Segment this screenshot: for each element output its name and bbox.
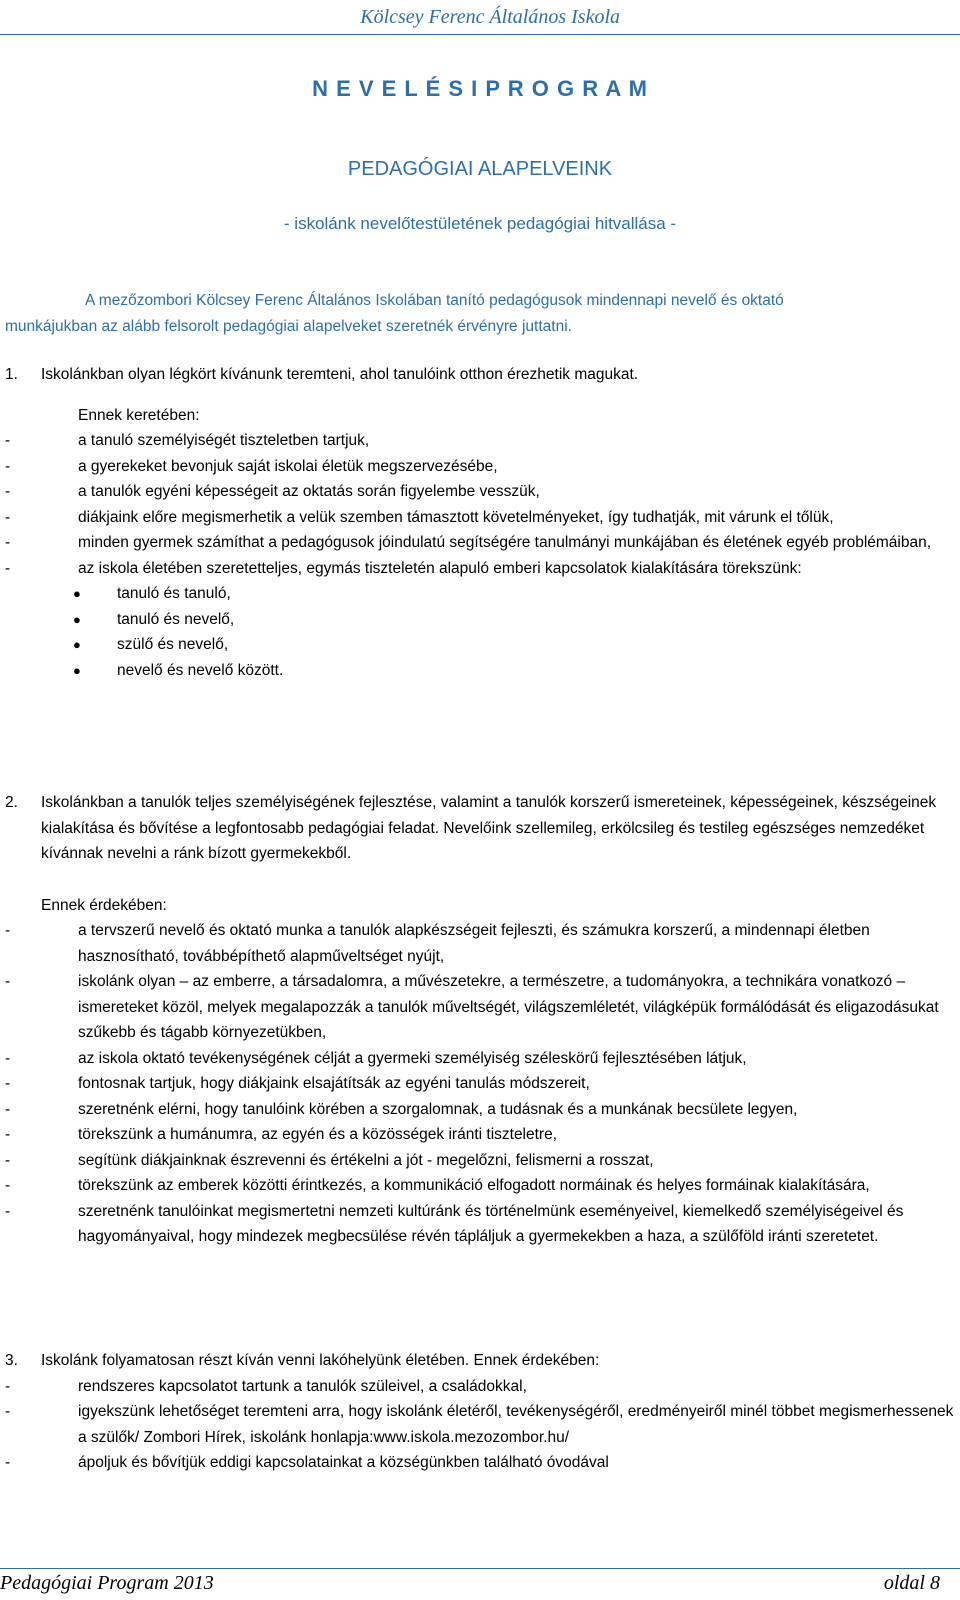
bullet-item: ● tanuló és tanuló,: [5, 581, 955, 607]
list-item: - szeretnénk elérni, hogy tanulóink körében a szorgalomnak, a tudásnak és a munkának becsülete legyen,: [5, 1100, 798, 1118]
document-subtitle: PEDAGÓGIAI ALAPELVEINK: [347, 158, 613, 180]
section-lead: Ennek érdekében:: [41, 896, 167, 914]
list-item: - ápoljuk és bővítjük eddigi kapcsolatainkat a községünkben található óvodával: [5, 1454, 609, 1471]
section-lead: Ennek keretében:: [78, 406, 200, 424]
footer-page-number: oldal 8: [883, 1572, 940, 1594]
bullet-icon: ●: [73, 586, 81, 601]
intro-paragraph: [5, 288, 950, 340]
bullet-icon: ●: [73, 611, 81, 627]
document-title: N E V E L É S I P R O G R A M: [312, 76, 648, 101]
bullet-icon: ●: [73, 662, 81, 678]
list-item: - rendszeres kapcsolatot tartunk a tanulók szüleivel, a családokkal,: [5, 1377, 527, 1395]
list-item: - minden gyermek számíthat a pedagógusok jóindulatú segítségére tanulmányi munkájában és életének egyéb problémáiban,: [5, 534, 932, 551]
footer-divider: [0, 1568, 960, 1569]
bullet-item: ● tanuló és nevelő,: [5, 607, 955, 633]
document-tagline: - iskolánk nevelőtestületének pedagógiai hitvallása -: [283, 214, 677, 233]
list-item: - az iskola életében szeretetteljes, egymás tiszteletén alapuló emberi kapcsolatok kialakítására törekszünk:: [5, 559, 802, 577]
section-2: [5, 790, 955, 1250]
section-1-heading: [5, 362, 955, 388]
section-number: 1.: [5, 366, 18, 383]
section-3: [5, 1348, 955, 1476]
section-3-heading: [5, 1348, 955, 1374]
section-text: Iskolánkban a tanulók teljes személyiségének fejlesztése, valamint a tanulók korszerű ismereteinek, képességeinek, készségeinek kialakítása és bővítése a legfontosabb pedagógiai feladat. Nevelőink szellemileg, erkölcsileg és testileg egészséges nemzedéket kívánnak nevelni a ránk bízott gyermekekből.: [41, 794, 937, 862]
section-2-heading: [5, 790, 955, 867]
header-school-name: Kölcsey Ferenc Általános Iskola: [360, 6, 620, 28]
list-item: - az iskola oktató tevékenységének célját a gyermeki személyiség széleskörű fejlesztésében látjuk,: [5, 1049, 747, 1067]
list-item: - a tanuló személyiségét tiszteletben tartjuk,: [5, 432, 370, 449]
list-item: - a tanulók egyéni képességeit az oktatás során figyelembe vesszük,: [5, 483, 540, 500]
list-item: - törekszünk az emberek közötti érintkezés, a kommunikáció elfogadott normáinak és helyes formáinak kialakítására,: [5, 1177, 870, 1194]
footer-program-label: Pedagógiai Program 2013: [0, 1572, 214, 1594]
list-item: - szeretnénk tanulóinkat megismertetni nemzeti kultúránk és történelmünk eseményeivel, kiemelkedő személyiségeivel és hagyományaival, hogy mindezek megbecsülése révén tápláljuk a gyermekekben a haza, a szülőföld iránti szeretetet.: [5, 1202, 904, 1245]
section-text: Iskolánkban olyan légkört kívánunk teremteni, ahol tanulóink otthon érezhetik magukat.: [41, 366, 639, 383]
list-item: - fontosnak tartjuk, hogy diákjaink elsajátítsák az egyéni tanulás módszereit,: [5, 1075, 590, 1092]
intro-line-1: A mezőzombori Kölcsey Ferenc Általános Iskolában tanító pedagógusok mindennapi nevelő és oktató: [85, 292, 784, 309]
bullet-icon: ●: [73, 637, 81, 652]
list-item: - segítünk diákjainknak észrevenni és értékelni a jót - megelőzni, felismerni a rosszat,: [5, 1151, 654, 1169]
list-item: - a tervszerű nevelő és oktató munka a tanulók alapkészségeit fejleszti, és számukra korszerű, a mindennapi életben hasznosítható, továbbépíthető alapműveltséget nyújt,: [5, 922, 870, 965]
list-item: - igyekszünk lehetőséget teremteni arra, hogy iskolánk életéről, tevékenységéről, eredményeiről minél többet megismerhessenek a szülők/ Zombori Hírek, iskolánk honlapja:www.iskola.mezozombor.hu/: [5, 1403, 954, 1446]
header-divider: [0, 34, 960, 35]
list-item: - törekszünk a humánumra, az egyén és a közösségek iránti tiszteletre,: [5, 1126, 558, 1143]
bullet-item: ● nevelő és nevelő között.: [5, 658, 955, 684]
section-number: 3.: [5, 1352, 18, 1369]
bullet-item: ● szülő és nevelő,: [5, 632, 955, 658]
intro-line-2: munkájukban az alább felsorolt pedagógiai alapelveket szeretnék érvényre juttatni.: [5, 318, 572, 335]
section-number: 2.: [5, 794, 18, 811]
list-item: - iskolánk olyan – az emberre, a társadalomra, a művészetekre, a természetre, a tudományokra, a technikára vonatkozó – ismereteket közöl, melyek megalapozzák a tanulók műveltségét, világszemléletét, világképük formálódását és eligazodásukat szűkebb és tágabb környezetükben,: [5, 973, 939, 1041]
list-item: - diákjaink előre megismerhetik a velük szemben támasztott követelményeket, így tudhatják, mit várunk el tőlük,: [5, 508, 834, 526]
section-text: Iskolánk folyamatosan részt kíván venni lakóhelyünk életében. Ennek érdekében:: [41, 1352, 600, 1369]
list-item: - a gyerekeket bevonjuk saját iskolai életük megszervezésébe,: [5, 457, 498, 475]
section-1: [5, 362, 955, 683]
